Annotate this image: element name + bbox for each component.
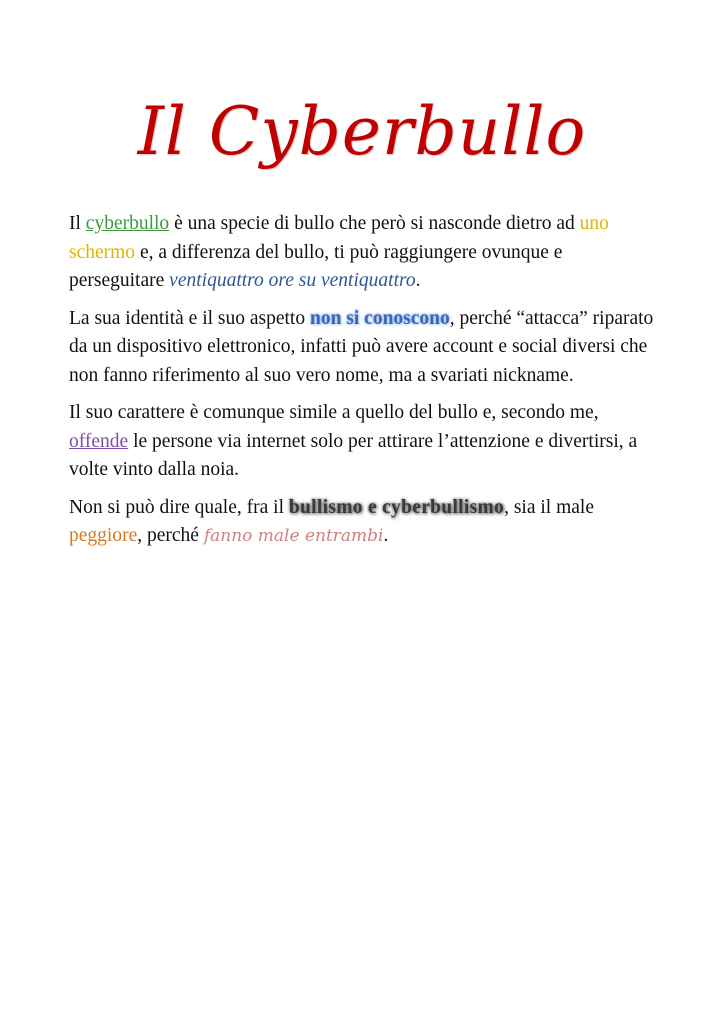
text-run: le persone via internet solo per attirare l’attenzione e divertirsi, a volte vinto dalla noia. — [69, 430, 638, 480]
text-run: La sua identità e il suo aspetto — [69, 307, 310, 329]
paragraph-3 — [69, 399, 659, 485]
highlight-fanno-male-entrambi: fanno male entrambi — [203, 526, 384, 546]
text-run: Non si può dire quale, fra il — [69, 496, 289, 518]
text-run: . — [383, 525, 389, 546]
text-run: , sia il male — [504, 496, 594, 518]
highlight-offende: offende — [69, 430, 129, 452]
highlight-ventiquattro: ventiquattro ore su ventiquattro — [169, 270, 416, 291]
highlight-cyberbullo: cyberbullo — [85, 213, 170, 234]
text-run: è una specie di bullo che però si nasconde dietro ad — [169, 213, 580, 234]
highlight-peggiore: peggiore — [69, 525, 138, 546]
text-run: , perché — [137, 525, 204, 546]
text-run: e, a differenza del bullo, ti può raggiungere ovunque e perseguitare — [69, 241, 563, 291]
highlight-non-si-conoscono: non si conoscono — [309, 307, 450, 329]
paragraph-1 — [69, 210, 659, 296]
text-run: , perché “attacca” riparato da un dispositivo elettronico, infatti può avere account e social diversi che non fanno riferimento al suo vero nome, ma a svariati nickname. — [69, 307, 654, 386]
page-title: Il Cyberbullo — [137, 93, 587, 170]
text-run: . — [415, 270, 421, 291]
paragraph-4 — [69, 494, 659, 551]
paragraph-2 — [69, 305, 659, 391]
text-run: Il — [69, 213, 86, 234]
highlight-bullismo-cyberbullismo: bullismo e cyberbullismo — [288, 496, 505, 518]
document-body — [69, 210, 659, 560]
highlight-uno-schermo: uno schermo — [69, 213, 609, 263]
text-run: Il suo carattere è comunque simile a quello del bullo e, secondo me, — [69, 402, 599, 423]
